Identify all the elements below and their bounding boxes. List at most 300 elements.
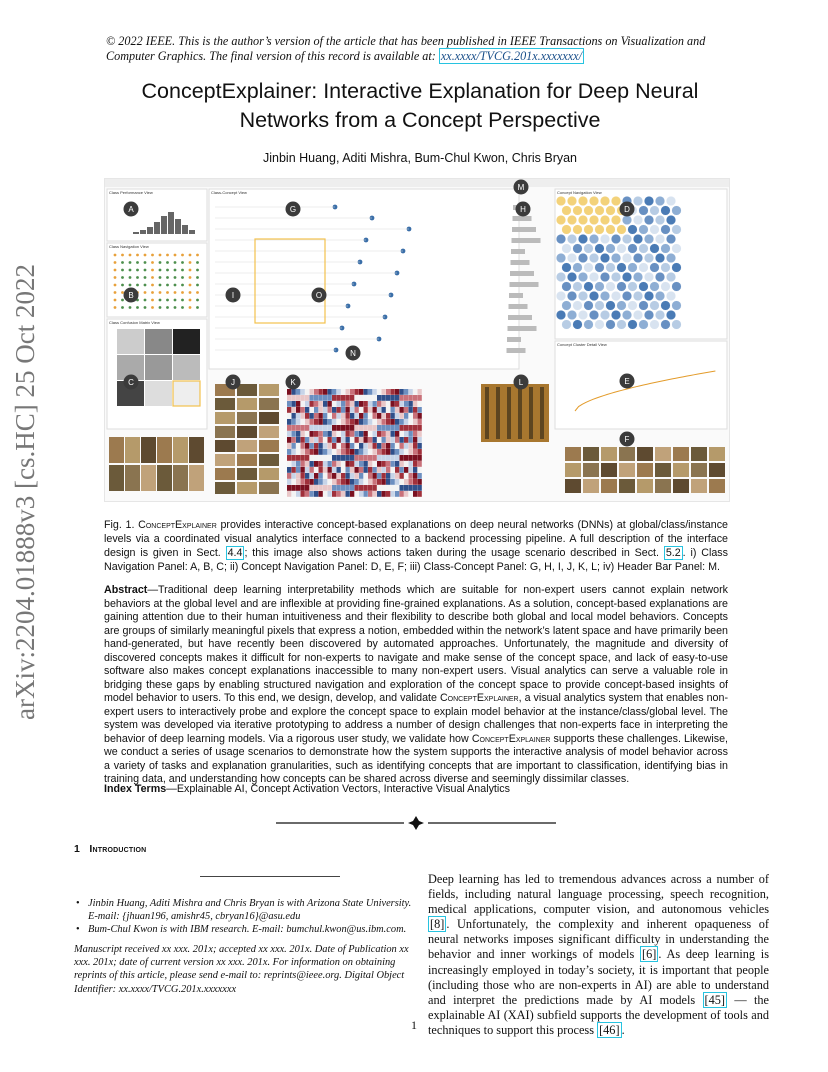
heatmap-cell — [301, 419, 305, 425]
panel-label: A — [128, 204, 134, 214]
heatmap-cell — [373, 485, 377, 491]
heatmap-cell — [287, 491, 291, 497]
heatmap-cell — [301, 467, 305, 473]
concept-bar — [509, 293, 523, 298]
heatmap-cell — [377, 431, 381, 437]
heatmap-cell — [386, 425, 390, 431]
footnotes — [74, 897, 414, 937]
heatmap-cell — [296, 491, 300, 497]
image-stripe — [540, 387, 544, 439]
concept-cluster-panel — [555, 341, 727, 429]
heatmap-cell — [292, 461, 296, 467]
heatmap-cell — [404, 413, 408, 419]
heatmap-cell — [323, 431, 327, 437]
heatmap-cell — [377, 479, 381, 485]
concept-hex — [600, 272, 610, 282]
heatmap-cell — [364, 395, 368, 401]
heatmap-cell — [355, 449, 359, 455]
concept-hex — [562, 244, 572, 254]
heatmap-cell — [310, 449, 314, 455]
concept-hex — [556, 291, 566, 301]
class-dot — [166, 291, 169, 294]
heatmap-cell — [386, 467, 390, 473]
concept-hex — [600, 310, 610, 320]
heatmap-cell — [355, 395, 359, 401]
class-image — [125, 437, 140, 463]
class-dot — [151, 261, 154, 264]
concept-hex — [639, 206, 649, 216]
heatmap-cell — [373, 419, 377, 425]
heatmap-cell — [332, 467, 336, 473]
class-dot — [121, 269, 124, 272]
heatmap-cell — [337, 425, 341, 431]
heatmap-cell — [332, 407, 336, 413]
intro-text: . — [621, 1022, 625, 1037]
concept-hex — [666, 253, 676, 263]
class-dot — [159, 299, 162, 302]
heatmap-cell — [332, 425, 336, 431]
heatmap-cell — [337, 407, 341, 413]
concept-hex — [589, 215, 599, 225]
heatmap-cell — [323, 455, 327, 461]
concept-hex — [628, 282, 638, 292]
concept-hex — [628, 301, 638, 311]
concept-hex — [628, 320, 638, 330]
confusion-cell — [173, 329, 200, 354]
concept-hex — [666, 272, 676, 282]
concept-hex — [556, 234, 566, 244]
heatmap-cell — [368, 455, 372, 461]
concept-navigation-title: Concept Navigation View — [557, 190, 602, 195]
heatmap-cell — [355, 389, 359, 395]
confusion-cell — [145, 329, 172, 354]
heatmap-cell — [368, 431, 372, 437]
intro-text: Deep learning has led to tremendous advances across a number of fields, including natural language processing, speech recognition, medical applications, computer vision, and autonomous vehicles — [428, 872, 769, 917]
heatmap-cell — [377, 425, 381, 431]
heatmap-cell — [328, 479, 332, 485]
heatmap-cell — [328, 473, 332, 479]
concept-bar — [509, 304, 528, 309]
concept-hex — [639, 244, 649, 254]
heatmap-cell — [328, 431, 332, 437]
heatmap-cell — [359, 485, 363, 491]
heatmap-cell — [368, 485, 372, 491]
histogram-bar — [154, 222, 160, 234]
heatmap-cell — [301, 479, 305, 485]
heatmap-cell — [404, 437, 408, 443]
cluster-thumbnail — [601, 447, 617, 461]
heatmap-cell — [418, 401, 422, 407]
heatmap-cell — [328, 425, 332, 431]
heatmap-cell — [382, 389, 386, 395]
heatmap-cell — [377, 491, 381, 497]
heatmap-cell — [409, 431, 413, 437]
heatmap-cell — [296, 401, 300, 407]
class-dot — [136, 269, 139, 272]
heatmap-cell — [368, 407, 372, 413]
concept-hex — [633, 291, 643, 301]
heatmap-cell — [301, 437, 305, 443]
heatmap-cell — [292, 389, 296, 395]
heatmap-cell — [296, 413, 300, 419]
class-dot — [121, 299, 124, 302]
heatmap-cell — [377, 461, 381, 467]
heatmap-cell — [292, 413, 296, 419]
confusion-cell — [173, 355, 200, 380]
cluster-thumbnail — [637, 463, 653, 477]
heatmap-cell — [350, 485, 354, 491]
heatmap-cell — [377, 449, 381, 455]
heatmap-cell — [382, 449, 386, 455]
concept-hex — [661, 206, 671, 216]
heatmap-cell — [346, 443, 350, 449]
heatmap-cell — [359, 449, 363, 455]
heatmap-cell — [364, 467, 368, 473]
heatmap-cell — [386, 449, 390, 455]
citation-link[interactable]: [46] — [599, 1022, 620, 1037]
heatmap-cell — [409, 437, 413, 443]
concept-hex — [562, 320, 572, 330]
heatmap-cell — [314, 473, 318, 479]
heatmap-cell — [413, 431, 417, 437]
heatmap-cell — [391, 443, 395, 449]
heatmap-cell — [305, 437, 309, 443]
heatmap-cell — [346, 473, 350, 479]
class-dot — [151, 284, 154, 287]
concept-hex — [562, 225, 572, 235]
citation-link[interactable]: [45] — [704, 992, 725, 1007]
heatmap-cell — [301, 443, 305, 449]
class-dot — [181, 269, 184, 272]
heatmap-cell — [350, 455, 354, 461]
section-separator-icon — [276, 816, 556, 830]
concept-bar — [510, 282, 539, 287]
heatmap-cell — [382, 491, 386, 497]
concept-hex — [611, 291, 621, 301]
heatmap-cell — [305, 461, 309, 467]
heatmap-cell — [341, 479, 345, 485]
heatmap-cell — [287, 437, 291, 443]
heatmap-cell — [310, 485, 314, 491]
heatmap-cell — [287, 419, 291, 425]
panel-label: B — [128, 290, 134, 300]
heatmap-cell — [323, 443, 327, 449]
concept-hex — [567, 215, 577, 225]
heatmap-cell — [400, 431, 404, 437]
section-title: Introduction — [89, 843, 147, 855]
cluster-thumbnail — [637, 447, 653, 461]
heatmap-cell — [382, 413, 386, 419]
heatmap-cell — [323, 419, 327, 425]
heatmap-cell — [332, 491, 336, 497]
heatmap-cell — [292, 467, 296, 473]
heatmap-cell — [301, 485, 305, 491]
concept-hex — [562, 282, 572, 292]
heatmap-cell — [350, 413, 354, 419]
heatmap-cell — [400, 443, 404, 449]
class-dot — [189, 254, 192, 257]
heatmap-cell — [364, 407, 368, 413]
heatmap-cell — [400, 425, 404, 431]
instance-thumbnail — [237, 426, 257, 438]
heatmap-cell — [332, 419, 336, 425]
cluster-thumbnail — [691, 463, 707, 477]
heatmap-cell — [292, 431, 296, 437]
heatmap-cell — [386, 413, 390, 419]
heatmap-cell — [296, 455, 300, 461]
class-image — [189, 437, 204, 463]
class-dot — [196, 276, 199, 279]
heatmap-cell — [364, 389, 368, 395]
heatmap-cell — [314, 419, 318, 425]
concept-bar — [508, 326, 537, 331]
class-dot — [114, 291, 117, 294]
class-dot — [121, 291, 124, 294]
concept-hex — [644, 234, 654, 244]
heatmap-cell — [404, 491, 408, 497]
heatmap-cell — [332, 485, 336, 491]
class-dot — [151, 254, 154, 257]
concept-hex — [611, 272, 621, 282]
heatmap-cell — [346, 413, 350, 419]
heatmap-cell — [350, 395, 354, 401]
histogram-bar — [182, 225, 188, 234]
heatmap-cell — [382, 425, 386, 431]
heatmap-cell — [337, 479, 341, 485]
heatmap-cell — [382, 461, 386, 467]
heatmap-cell — [350, 449, 354, 455]
class-dot — [196, 269, 199, 272]
panel-label: N — [350, 348, 356, 358]
heatmap-cell — [305, 467, 309, 473]
heatmap-cell — [386, 401, 390, 407]
heatmap-cell — [332, 449, 336, 455]
heatmap-cell — [346, 419, 350, 425]
concept-bar — [513, 216, 532, 221]
class-dot — [196, 284, 199, 287]
heatmap-cell — [391, 479, 395, 485]
heatmap-cell — [314, 401, 318, 407]
index-terms-text: —Explainable AI, Concept Activation Vectors, Interactive Visual Analytics — [166, 783, 510, 795]
concept-hex — [589, 196, 599, 206]
heatmap-cell — [368, 425, 372, 431]
heatmap-cell — [409, 425, 413, 431]
footnote-affiliation-ibm: • Bum-Chul Kwon is with IBM research. E-mail: bumchul.kwon@us.ibm.com. — [74, 923, 414, 936]
class-dot — [174, 284, 177, 287]
heatmap-cell — [418, 443, 422, 449]
heatmap-cell — [323, 425, 327, 431]
heatmap-cell — [337, 401, 341, 407]
heatmap-cell — [296, 479, 300, 485]
copyright-notice — [106, 34, 746, 64]
class-dot — [136, 284, 139, 287]
heatmap-cell — [404, 431, 408, 437]
heatmap-cell — [319, 467, 323, 473]
concept-hex — [672, 320, 682, 330]
doi-link[interactable]: xx.xxxx/TVCG.201x.xxxxxxx/ — [440, 49, 582, 63]
heatmap-cell — [328, 455, 332, 461]
panel-label: H — [520, 204, 526, 214]
class-dot — [114, 269, 117, 272]
heatmap-cell — [310, 491, 314, 497]
caption-section-link[interactable]: 4.4 — [227, 547, 243, 559]
heatmap-cell — [310, 395, 314, 401]
heatmap-cell — [319, 395, 323, 401]
citation-link[interactable]: [6] — [641, 947, 657, 962]
heatmap-cell — [373, 437, 377, 443]
heatmap-cell — [364, 443, 368, 449]
cluster-thumbnail — [565, 463, 581, 477]
heatmap-cell — [292, 491, 296, 497]
heatmap-cell — [400, 485, 404, 491]
class-concept-title: Class-Concept View — [211, 190, 247, 195]
heatmap-cell — [305, 401, 309, 407]
heatmap-cell — [328, 407, 332, 413]
confusion-cell — [117, 329, 144, 354]
concept-hex — [633, 196, 643, 206]
class-dot — [114, 306, 117, 309]
concept-hex — [617, 282, 627, 292]
class-dot — [151, 306, 154, 309]
heatmap-cell — [319, 401, 323, 407]
heatmap-cell — [314, 485, 318, 491]
concept-hex — [622, 215, 632, 225]
class-dot — [189, 306, 192, 309]
heatmap-cell — [323, 413, 327, 419]
heatmap-cell — [373, 413, 377, 419]
heatmap-cell — [386, 431, 390, 437]
heatmap-cell — [323, 407, 327, 413]
concept-hex — [611, 253, 621, 263]
heatmap-cell — [368, 467, 372, 473]
heatmap-cell — [341, 473, 345, 479]
heatmap-cell — [337, 467, 341, 473]
confusion-cell — [145, 381, 172, 406]
heatmap-cell — [368, 473, 372, 479]
heatmap-cell — [346, 485, 350, 491]
heatmap-cell — [373, 389, 377, 395]
heatmap-cell — [382, 467, 386, 473]
class-dot — [166, 306, 169, 309]
histogram-bar — [140, 230, 146, 234]
concept-hex — [562, 206, 572, 216]
class-dot — [166, 299, 169, 302]
heatmap-cell — [386, 389, 390, 395]
concept-hex — [567, 291, 577, 301]
heatmap-cell — [314, 437, 318, 443]
heatmap-cell — [373, 479, 377, 485]
concept-hex — [655, 253, 665, 263]
instance-thumbnail — [215, 468, 235, 480]
heatmap-cell — [319, 443, 323, 449]
class-dot — [144, 306, 147, 309]
heatmap-cell — [368, 395, 372, 401]
panel-label: K — [290, 377, 296, 387]
heatmap-cell — [292, 485, 296, 491]
concept-hex — [573, 244, 583, 254]
heatmap-cell — [296, 443, 300, 449]
heatmap-cell — [377, 485, 381, 491]
concept-hex — [567, 234, 577, 244]
heatmap-cell — [409, 473, 413, 479]
heatmap-cell — [292, 437, 296, 443]
heatmap-cell — [314, 479, 318, 485]
heatmap-cell — [337, 461, 341, 467]
heatmap-cell — [391, 437, 395, 443]
citation-link[interactable]: [8] — [430, 917, 445, 932]
concept-hex — [595, 282, 605, 292]
heatmap-cell — [355, 431, 359, 437]
copyright-text: © 2022 IEEE. This is the author’s version of the article that has been published in IEEE Transactions on Visualization and Computer Graphics. The final version of this record is available at: — [106, 34, 706, 63]
heatmap-cell — [301, 491, 305, 497]
heatmap-cell — [341, 425, 345, 431]
heatmap-cell — [355, 479, 359, 485]
heatmap-cell — [305, 443, 309, 449]
concept-hex — [578, 253, 588, 263]
heatmap-cell — [418, 395, 422, 401]
heatmap-cell — [373, 395, 377, 401]
class-dot — [174, 269, 177, 272]
instance-thumbnail — [237, 482, 257, 494]
heatmap-cell — [368, 449, 372, 455]
concept-bar — [507, 337, 521, 342]
class-dot — [159, 306, 162, 309]
caption-section-link[interactable]: 5.2 — [665, 547, 681, 559]
heatmap-cell — [413, 485, 417, 491]
concept-hex — [639, 301, 649, 311]
instance-thumbnail — [237, 454, 257, 466]
confusion-cell — [145, 355, 172, 380]
heatmap-cell — [319, 425, 323, 431]
class-dot — [196, 299, 199, 302]
abstract — [104, 584, 728, 787]
class-image — [109, 465, 124, 491]
heatmap-cell — [382, 401, 386, 407]
heatmap-cell — [337, 431, 341, 437]
heatmap-cell — [287, 413, 291, 419]
heatmap-cell — [350, 443, 354, 449]
author-list: Jinbin Huang, Aditi Mishra, Bum-Chul Kwon, Chris Bryan — [262, 151, 578, 165]
concept-hex — [644, 310, 654, 320]
heatmap-cell — [346, 425, 350, 431]
heatmap-cell — [287, 389, 291, 395]
heatmap-cell — [332, 455, 336, 461]
heatmap-cell — [346, 437, 350, 443]
heatmap-cell — [332, 395, 336, 401]
heatmap-cell — [305, 449, 309, 455]
heatmap-cell — [377, 401, 381, 407]
heatmap-cell — [382, 407, 386, 413]
heatmap-cell — [400, 437, 404, 443]
heatmap-cell — [310, 425, 314, 431]
concept-hex — [611, 310, 621, 320]
class-dot — [151, 269, 154, 272]
heatmap-cell — [373, 455, 377, 461]
cluster-thumbnail — [601, 463, 617, 477]
heatmap-cell — [296, 407, 300, 413]
heatmap-cell — [332, 473, 336, 479]
instance-thumbnail — [259, 384, 279, 396]
heatmap-cell — [373, 407, 377, 413]
class-dot — [129, 254, 132, 257]
class-dot — [174, 306, 177, 309]
heatmap-cell — [386, 443, 390, 449]
heatmap-cell — [395, 395, 399, 401]
class-dot — [144, 276, 147, 279]
heatmap-cell — [364, 431, 368, 437]
concept-hex — [672, 263, 682, 273]
heatmap-cell — [323, 437, 327, 443]
